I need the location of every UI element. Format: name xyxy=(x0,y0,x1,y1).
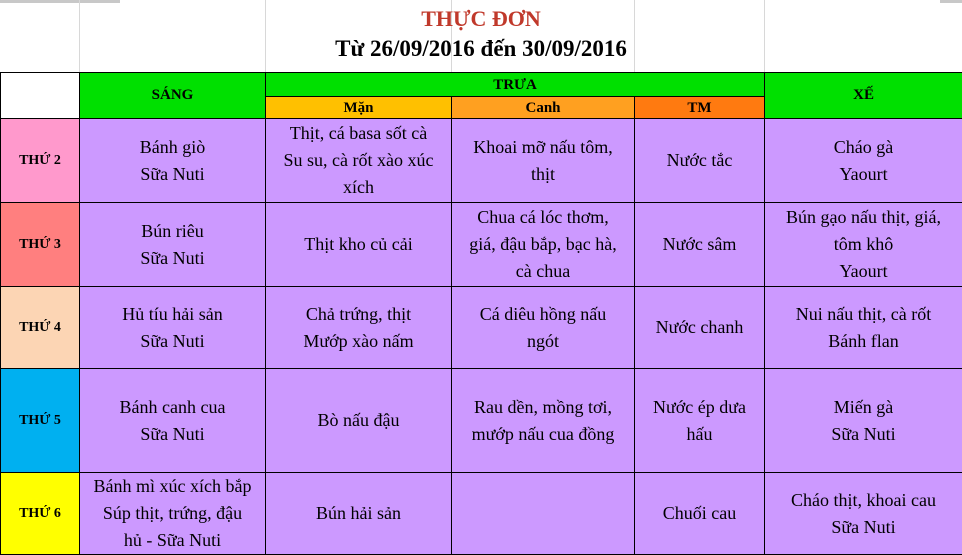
cell-line: cà chua xyxy=(455,258,631,285)
cell-line: Bánh canh cua xyxy=(83,394,262,421)
cell-line: giá, đậu bắp, bạc hà, xyxy=(455,231,631,258)
cell-line: Chả trứng, thịt xyxy=(269,301,448,328)
table-row xyxy=(1,369,962,473)
cell-tm[interactable] xyxy=(635,287,765,369)
corner-cell[interactable] xyxy=(1,73,80,119)
cell-line: tôm khô xyxy=(768,231,959,258)
cell-xe[interactable] xyxy=(765,287,962,369)
header-man[interactable]: Mặn xyxy=(266,97,452,119)
header-tm[interactable]: TM xyxy=(635,97,765,119)
day-label[interactable]: THỨ 4 xyxy=(1,287,80,369)
day-label[interactable]: THỨ 2 xyxy=(1,119,80,203)
menu-title: THỰC ĐƠN xyxy=(0,6,962,32)
cell-line: Cháo gà xyxy=(768,134,959,161)
cell-canh[interactable] xyxy=(452,119,635,203)
cell-man[interactable] xyxy=(266,119,452,203)
cell-line: Miến gà xyxy=(768,394,959,421)
cell-line: Bò nấu đậu xyxy=(269,407,448,434)
cell-line: thịt xyxy=(455,161,631,188)
cell-line: Sữa Nuti xyxy=(768,514,959,541)
cell-line: Cá diêu hồng nấu xyxy=(455,301,631,328)
column-header-strip xyxy=(0,0,120,3)
cell-line: Sữa Nuti xyxy=(83,328,262,355)
cell-canh[interactable] xyxy=(452,287,635,369)
table-row xyxy=(1,287,962,369)
cell-line: Súp thịt, trứng, đậu xyxy=(83,500,262,527)
menu-date-range: Từ 26/09/2016 đến 30/09/2016 xyxy=(0,36,962,62)
day-label[interactable]: THỨ 3 xyxy=(1,203,80,287)
cell-xe[interactable] xyxy=(765,369,962,473)
cell-xe[interactable] xyxy=(765,473,962,555)
cell-line: Thịt kho củ cải xyxy=(269,231,448,258)
cell-line: mướp nấu cua đồng xyxy=(455,421,631,448)
cell-line: Bún hải sản xyxy=(269,500,448,527)
cell-line: ngót xyxy=(455,328,631,355)
cell-sang[interactable] xyxy=(80,119,266,203)
cell-tm[interactable] xyxy=(635,203,765,287)
cell-canh[interactable] xyxy=(452,473,635,555)
cell-tm[interactable] xyxy=(635,473,765,555)
cell-sang[interactable] xyxy=(80,369,266,473)
cell-line: Nước chanh xyxy=(638,314,761,341)
cell-man[interactable] xyxy=(266,203,452,287)
cell-line: Chuối cau xyxy=(638,500,761,527)
cell-line: Bún riêu xyxy=(83,218,262,245)
cell-line: Nui nấu thịt, cà rốt xyxy=(768,301,959,328)
title-area xyxy=(0,0,962,72)
header-sang[interactable]: SÁNG xyxy=(80,73,266,119)
cell-line: Mướp xào nấm xyxy=(269,328,448,355)
header-canh[interactable]: Canh xyxy=(452,97,635,119)
cell-sang[interactable] xyxy=(80,203,266,287)
cell-line: hấu xyxy=(638,421,761,448)
cell-canh[interactable] xyxy=(452,369,635,473)
table-row xyxy=(1,473,962,555)
cell-line: Sữa Nuti xyxy=(83,421,262,448)
table-row xyxy=(1,119,962,203)
header-xe[interactable]: XẾ xyxy=(765,73,962,119)
table-row xyxy=(1,203,962,287)
header-trua[interactable]: TRƯA xyxy=(266,73,765,97)
menu-table xyxy=(0,72,962,555)
cell-xe[interactable] xyxy=(765,203,962,287)
cell-line: Sữa Nuti xyxy=(83,245,262,272)
day-label[interactable]: THỨ 5 xyxy=(1,369,80,473)
cell-line: Yaourt xyxy=(768,161,959,188)
cell-sang[interactable] xyxy=(80,287,266,369)
cell-line: Sữa Nuti xyxy=(83,161,262,188)
cell-line: Bánh giò xyxy=(83,134,262,161)
cell-line: Thịt, cá basa sốt cà xyxy=(269,120,448,147)
cell-tm[interactable] xyxy=(635,369,765,473)
cell-canh[interactable] xyxy=(452,203,635,287)
cell-man[interactable] xyxy=(266,287,452,369)
cell-line: Nước ép dưa xyxy=(638,394,761,421)
cell-man[interactable] xyxy=(266,369,452,473)
day-label[interactable]: THỨ 6 xyxy=(1,473,80,555)
cell-line: Bánh mì xúc xích bắp xyxy=(83,473,262,500)
cell-line: xích xyxy=(269,174,448,201)
cell-line: Yaourt xyxy=(768,258,959,285)
cell-xe[interactable] xyxy=(765,119,962,203)
cell-line: Bún gạo nấu thịt, giá, xyxy=(768,204,959,231)
cell-line: Bánh flan xyxy=(768,328,959,355)
cell-line: hủ - Sữa Nuti xyxy=(83,527,262,554)
cell-line: Su su, cà rốt xào xúc xyxy=(269,147,448,174)
cell-line: Cháo thịt, khoai cau xyxy=(768,487,959,514)
cell-line: Nước sâm xyxy=(638,231,761,258)
cell-line: Khoai mỡ nấu tôm, xyxy=(455,134,631,161)
cell-line: Rau dền, mồng tơi, xyxy=(455,394,631,421)
cell-sang[interactable] xyxy=(80,473,266,555)
cell-man[interactable] xyxy=(266,473,452,555)
cell-line: Sữa Nuti xyxy=(768,421,959,448)
cell-tm[interactable] xyxy=(635,119,765,203)
cell-line: Chua cá lóc thơm, xyxy=(455,204,631,231)
column-header-strip xyxy=(940,0,962,3)
cell-line: Hủ tíu hải sản xyxy=(83,301,262,328)
cell-line: Nước tắc xyxy=(638,147,761,174)
